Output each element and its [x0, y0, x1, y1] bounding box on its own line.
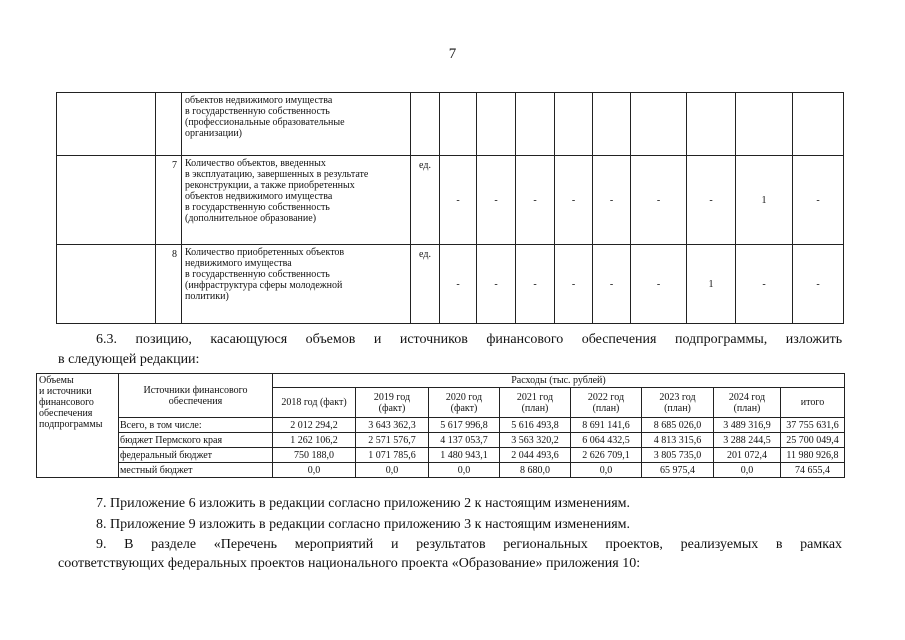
word: объемов — [305, 332, 356, 347]
text-line: 2018 год (факт) — [281, 397, 347, 408]
value-cell — [687, 93, 736, 156]
empty-cell — [57, 93, 156, 156]
text-line: 2019 год — [373, 391, 411, 403]
value-cell — [440, 93, 477, 156]
source-label: местный бюджет — [119, 463, 273, 478]
text-line: финансового — [39, 397, 94, 408]
amount-cell: 3 288 244,5 — [714, 433, 781, 448]
amount-cell: 0,0 — [273, 463, 356, 478]
amount-cell: 1 071 785,6 — [356, 448, 429, 463]
value-cell: - — [593, 245, 631, 324]
value-cell: - — [631, 156, 687, 245]
text-line: (профессиональные образовательные — [185, 117, 345, 128]
value-cell: - — [593, 156, 631, 245]
text-line: (план) — [521, 402, 549, 414]
text-line: (факт) — [378, 402, 406, 414]
word: «Перечень — [213, 537, 278, 552]
year-header — [356, 388, 429, 418]
amount-cell: 2 626 709,1 — [571, 448, 642, 463]
word: 6.3. позицию, — [96, 332, 192, 347]
text-line: обеспечения — [39, 408, 93, 419]
value-cell: - — [477, 156, 516, 245]
amount-cell: 0,0 — [571, 463, 642, 478]
value-cell: - — [793, 245, 844, 324]
para-6-3-line1 — [96, 331, 842, 348]
amount-cell: 4 137 053,7 — [429, 433, 500, 448]
word: рамках — [800, 537, 843, 552]
word: в — [775, 537, 783, 552]
row-number: 8 — [156, 245, 182, 324]
object-label — [37, 374, 119, 478]
text-line: 2022 год — [587, 391, 625, 403]
value-cell: - — [516, 156, 555, 245]
value-cell: - — [631, 245, 687, 324]
finance-row — [37, 448, 845, 463]
text-line: Источники финансового — [143, 384, 248, 396]
unit-cell: ед. — [411, 156, 440, 245]
text-line: политики) — [185, 291, 229, 302]
value-cell — [793, 93, 844, 156]
row-number: 7 — [156, 156, 182, 245]
word: и — [373, 332, 382, 347]
text-line: (факт) — [450, 402, 478, 414]
empty-cell — [57, 245, 156, 324]
amount-cell: 2 012 294,2 — [273, 418, 356, 433]
word: разделе — [151, 537, 197, 552]
text-line: реконструкции, а также приобретенных — [185, 180, 355, 191]
sources-header — [119, 374, 273, 418]
word: изложить — [785, 332, 843, 347]
value-cell — [555, 93, 593, 156]
amount-cell: 2 044 493,6 — [500, 448, 571, 463]
text-line: (план) — [592, 402, 620, 414]
text-line: (инфраструктура сферы молодежной — [185, 280, 343, 291]
finance-header-row — [37, 374, 845, 388]
word: источников — [399, 332, 468, 347]
indicator-table — [56, 92, 844, 324]
indicator-row — [57, 156, 844, 245]
value-cell: - — [440, 156, 477, 245]
indicator-name — [182, 245, 411, 324]
word: и — [390, 537, 399, 552]
value-cell — [631, 93, 687, 156]
row-number — [156, 93, 182, 156]
indicator-name — [182, 156, 411, 245]
amount-cell: 5 617 996,8 — [429, 418, 500, 433]
amount-cell: 25 700 049,4 — [781, 433, 845, 448]
word: 9. В — [96, 537, 134, 552]
word: финансового — [486, 332, 564, 347]
source-label: федеральный бюджет — [119, 448, 273, 463]
source-label: бюджет Пермского края — [119, 433, 273, 448]
expenses-header: Расходы (тыс. рублей) — [273, 374, 845, 388]
text-line: Количество объектов, введенных — [185, 158, 326, 169]
year-header — [500, 388, 571, 418]
value-cell: - — [687, 156, 736, 245]
value-cell: - — [555, 156, 593, 245]
amount-cell: 750 188,0 — [273, 448, 356, 463]
amount-cell: 8 691 141,6 — [571, 418, 642, 433]
indicator-row — [57, 245, 844, 324]
text-line: обеспечения — [168, 395, 223, 407]
word: результатов — [416, 537, 486, 552]
unit-cell — [411, 93, 440, 156]
text-line: объектов недвижимого имущества — [185, 191, 333, 202]
source-label: Всего, в том числе: — [119, 418, 273, 433]
text-line: 2020 год — [445, 391, 483, 403]
amount-cell: 1 262 106,2 — [273, 433, 356, 448]
text-line: подпрограммы — [39, 419, 103, 430]
text-line: Объемы — [39, 375, 74, 386]
word: обеспечения — [581, 332, 657, 347]
finance-row — [37, 463, 845, 478]
value-cell — [516, 93, 555, 156]
para-6-3-line2: в следующей редакции: — [58, 352, 200, 367]
unit-cell: ед. — [411, 245, 440, 324]
para-9-line2: соответствующих федеральных проектов национального проекта «Образование» приложения 10: — [58, 556, 641, 571]
amount-cell: 0,0 — [356, 463, 429, 478]
para-7: 7. Приложение 6 изложить в редакции согласно приложению 2 к настоящим изменениям. — [96, 496, 630, 511]
indicator-name — [182, 93, 411, 156]
year-header — [781, 388, 845, 418]
amount-cell: 37 755 631,6 — [781, 418, 845, 433]
value-cell: 1 — [687, 245, 736, 324]
word: проектов, — [605, 537, 663, 552]
amount-cell: 2 571 576,7 — [356, 433, 429, 448]
text-line: в государственную собственность — [185, 106, 330, 117]
amount-cell: 65 975,4 — [642, 463, 714, 478]
value-cell — [736, 93, 793, 156]
amount-cell: 1 480 943,1 — [429, 448, 500, 463]
text-line: в государственную собственность — [185, 202, 330, 213]
amount-cell: 8 680,0 — [500, 463, 571, 478]
value-cell — [593, 93, 631, 156]
text-line: (план) — [733, 402, 761, 414]
value-cell: - — [736, 245, 793, 324]
amount-cell: 0,0 — [714, 463, 781, 478]
value-cell: - — [477, 245, 516, 324]
text-line: 2021 год — [516, 391, 554, 403]
word: мероприятий — [294, 537, 374, 552]
page-number: 7 — [448, 46, 457, 62]
amount-cell: 4 813 315,6 — [642, 433, 714, 448]
amount-cell: 201 072,4 — [714, 448, 781, 463]
para-9-line1 — [96, 536, 842, 553]
year-header — [714, 388, 781, 418]
amount-cell: 3 489 316,9 — [714, 418, 781, 433]
year-header — [642, 388, 714, 418]
year-header — [429, 388, 500, 418]
para-8: 8. Приложение 9 изложить в редакции согласно приложению 3 к настоящим изменениям. — [96, 517, 630, 532]
value-cell — [477, 93, 516, 156]
text-line: (план) — [664, 402, 691, 414]
text-line: объектов недвижимого имущества — [185, 95, 333, 106]
text-line: в эксплуатацию, завершенных в результате — [185, 169, 369, 180]
amount-cell: 3 643 362,3 — [356, 418, 429, 433]
amount-cell: 8 685 026,0 — [642, 418, 714, 433]
amount-cell: 3 805 735,0 — [642, 448, 714, 463]
value-cell: - — [793, 156, 844, 245]
amount-cell: 0,0 — [429, 463, 500, 478]
text-line: (дополнительное образование) — [185, 213, 317, 224]
value-cell: - — [516, 245, 555, 324]
text-line: в государственную собственность — [185, 269, 330, 280]
amount-cell: 5 616 493,8 — [500, 418, 571, 433]
year-header — [273, 388, 356, 418]
amount-cell: 6 064 432,5 — [571, 433, 642, 448]
word: касающуюся — [210, 332, 288, 347]
value-cell: 1 — [736, 156, 793, 245]
amount-cell: 74 655,4 — [781, 463, 845, 478]
text-line: 2024 год — [728, 391, 766, 403]
text-line: недвижимого имущества — [185, 258, 292, 269]
amount-cell: 11 980 926,8 — [781, 448, 845, 463]
text-line: и источники — [39, 386, 92, 397]
amount-cell: 3 563 320,2 — [500, 433, 571, 448]
word: подпрограммы, — [674, 332, 768, 347]
word: региональных — [503, 537, 588, 552]
value-cell: - — [555, 245, 593, 324]
year-header — [571, 388, 642, 418]
text-line: организации) — [185, 128, 243, 139]
text-line: итого — [800, 397, 825, 408]
finance-table — [36, 373, 845, 478]
finance-row — [37, 418, 845, 433]
text-line: 2023 год — [659, 391, 696, 403]
value-cell: - — [440, 245, 477, 324]
text-line: Количество приобретенных объектов — [185, 247, 345, 258]
finance-row — [37, 433, 845, 448]
empty-cell — [57, 156, 156, 245]
indicator-row — [57, 93, 844, 156]
word: реализуемых — [680, 537, 759, 552]
